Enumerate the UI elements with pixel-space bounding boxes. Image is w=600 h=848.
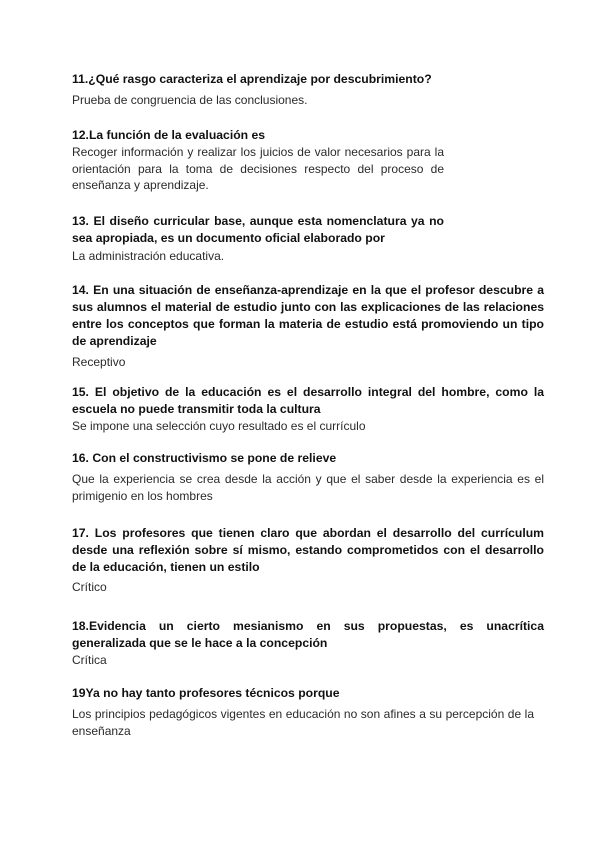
question-block-16 <box>72 450 544 504</box>
question-15: 15. El objetivo de la educación es el desarrollo integral del hombre, como la escuela no puede transmitir toda la cultura <box>72 385 544 416</box>
question-17: 17. Los profesores que tienen claro que abordan el desarrollo del currículum desde una reflexión sobre sí mismo, estando comprometidos con el desarrollo de la educación, tienen un estilo <box>72 526 544 574</box>
question-block-18 <box>72 618 544 669</box>
question-19: 19Ya no hay tanto profesores técnicos porque <box>72 686 340 700</box>
question-block-15 <box>72 384 544 435</box>
answer-12: Recoger información y realizar los juicios de valor necesarios para la orientación para la toma de decisiones respecto del proceso de enseñanza y aprendizaje. <box>72 145 444 192</box>
answer-18: Crítica <box>72 653 107 667</box>
answer-19: Los principios pedagógicos vigentes en educación no son afines a su percepción de la enseñanza <box>72 707 534 738</box>
question-block-11 <box>72 71 542 109</box>
question-13: 13. El diseño curricular base, aunque esta nomenclatura ya no sea apropiada, es un documento oficial elaborado por <box>72 214 444 245</box>
answer-16: Que la experiencia se crea desde la acción y que el saber desde la experiencia es el primigenio en los hombres <box>72 472 544 503</box>
question-12: 12.La función de la evaluación es <box>72 128 266 142</box>
answer-15: Se impone una selección cuyo resultado es el currículo <box>72 419 366 433</box>
answer-14: Receptivo <box>72 355 126 369</box>
question-block-17 <box>72 525 544 596</box>
question-11: 11.¿Qué rasgo caracteriza el aprendizaje por descubrimiento? <box>72 72 432 86</box>
question-block-14 <box>72 282 544 371</box>
question-18: 18.Evidencia un cierto mesianismo en sus propuestas, es unacrítica generalizada que se le hace a la concepción <box>72 619 544 650</box>
question-block-19 <box>72 685 534 739</box>
question-block-12 <box>72 127 444 194</box>
question-14: 14. En una situación de enseñanza-aprendizaje en la que el profesor descubre a sus alumnos el material de estudio junto con las explicaciones de las relaciones entre los conceptos que forman la materia de estudio está promoviendo un tipo de aprendizaje <box>72 283 544 348</box>
question-16: 16. Con el constructivismo se pone de relieve <box>72 451 337 465</box>
answer-17: Crítico <box>72 580 107 594</box>
question-block-13 <box>72 213 444 265</box>
answer-11: Prueba de congruencia de las conclusiones. <box>72 93 308 107</box>
answer-13: La administración educativa. <box>72 249 225 263</box>
